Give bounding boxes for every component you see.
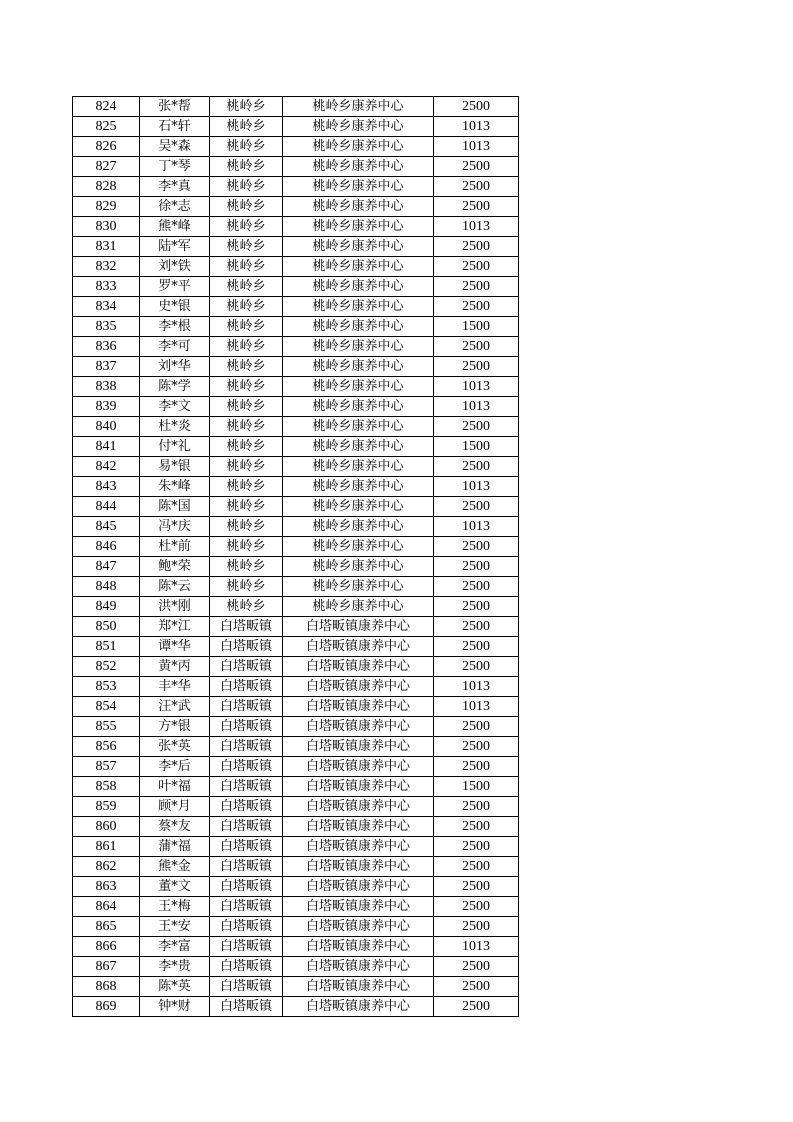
amount-cell: 2500 [434, 537, 519, 557]
table-row [73, 597, 519, 617]
name-cell: 李*可 [140, 337, 210, 357]
amount-cell: 2500 [434, 337, 519, 357]
row-number-cell: 831 [73, 237, 140, 257]
table-row [73, 617, 519, 637]
name-cell: 郑*江 [140, 617, 210, 637]
amount-cell: 2500 [434, 277, 519, 297]
town-cell: 桃岭乡 [210, 577, 283, 597]
table-row [73, 537, 519, 557]
care-center-cell: 桃岭乡康养中心 [283, 497, 434, 517]
name-cell: 董*文 [140, 877, 210, 897]
name-cell: 罗*平 [140, 277, 210, 297]
name-cell: 陈*云 [140, 577, 210, 597]
town-cell: 白塔畈镇 [210, 717, 283, 737]
row-number-cell: 869 [73, 997, 140, 1017]
amount-cell: 2500 [434, 837, 519, 857]
row-number-cell: 828 [73, 177, 140, 197]
care-center-cell: 桃岭乡康养中心 [283, 117, 434, 137]
amount-cell: 1013 [434, 697, 519, 717]
amount-cell: 2500 [434, 637, 519, 657]
amount-cell: 2500 [434, 957, 519, 977]
care-center-cell: 桃岭乡康养中心 [283, 157, 434, 177]
table-row [73, 137, 519, 157]
row-number-cell: 859 [73, 797, 140, 817]
row-number-cell: 847 [73, 557, 140, 577]
town-cell: 桃岭乡 [210, 437, 283, 457]
town-cell: 白塔畈镇 [210, 977, 283, 997]
care-center-cell: 白塔畈镇康养中心 [283, 777, 434, 797]
table-row [73, 697, 519, 717]
name-cell: 石*轩 [140, 117, 210, 137]
name-cell: 方*银 [140, 717, 210, 737]
table-row [73, 837, 519, 857]
table-row [73, 757, 519, 777]
town-cell: 白塔畈镇 [210, 617, 283, 637]
care-center-cell: 白塔畈镇康养中心 [283, 677, 434, 697]
care-center-cell: 桃岭乡康养中心 [283, 137, 434, 157]
town-cell: 桃岭乡 [210, 597, 283, 617]
town-cell: 白塔畈镇 [210, 817, 283, 837]
town-cell: 桃岭乡 [210, 457, 283, 477]
table-row [73, 377, 519, 397]
table-row [73, 277, 519, 297]
row-number-cell: 855 [73, 717, 140, 737]
row-number-cell: 840 [73, 417, 140, 437]
row-number-cell: 846 [73, 537, 140, 557]
care-center-cell: 桃岭乡康养中心 [283, 557, 434, 577]
town-cell: 桃岭乡 [210, 277, 283, 297]
table-row [73, 157, 519, 177]
amount-cell: 2500 [434, 757, 519, 777]
table-row [73, 97, 519, 117]
row-number-cell: 834 [73, 297, 140, 317]
name-cell: 李*文 [140, 397, 210, 417]
table-row [73, 497, 519, 517]
town-cell: 桃岭乡 [210, 157, 283, 177]
name-cell: 史*银 [140, 297, 210, 317]
table-row [73, 417, 519, 437]
name-cell: 鲍*荣 [140, 557, 210, 577]
row-number-cell: 842 [73, 457, 140, 477]
care-center-cell: 桃岭乡康养中心 [283, 177, 434, 197]
row-number-cell: 832 [73, 257, 140, 277]
table-row [73, 557, 519, 577]
table-row [73, 357, 519, 377]
row-number-cell: 861 [73, 837, 140, 857]
town-cell: 桃岭乡 [210, 537, 283, 557]
town-cell: 桃岭乡 [210, 117, 283, 137]
care-center-cell: 桃岭乡康养中心 [283, 417, 434, 437]
row-number-cell: 835 [73, 317, 140, 337]
amount-cell: 1013 [434, 477, 519, 497]
care-center-cell: 桃岭乡康养中心 [283, 237, 434, 257]
row-number-cell: 862 [73, 857, 140, 877]
name-cell: 易*银 [140, 457, 210, 477]
name-cell: 蒲*福 [140, 837, 210, 857]
amount-cell: 2500 [434, 237, 519, 257]
table-row [73, 297, 519, 317]
name-cell: 刘*铁 [140, 257, 210, 277]
care-center-cell: 桃岭乡康养中心 [283, 317, 434, 337]
care-center-cell: 桃岭乡康养中心 [283, 297, 434, 317]
town-cell: 桃岭乡 [210, 217, 283, 237]
amount-cell: 2500 [434, 857, 519, 877]
name-cell: 陈*国 [140, 497, 210, 517]
amount-cell: 1013 [434, 137, 519, 157]
table-row [73, 197, 519, 217]
care-center-cell: 桃岭乡康养中心 [283, 597, 434, 617]
care-center-cell: 桃岭乡康养中心 [283, 537, 434, 557]
name-cell: 汪*武 [140, 697, 210, 717]
name-cell: 钟*财 [140, 997, 210, 1017]
row-number-cell: 839 [73, 397, 140, 417]
table-row [73, 117, 519, 137]
row-number-cell: 852 [73, 657, 140, 677]
town-cell: 白塔畈镇 [210, 737, 283, 757]
care-center-cell: 白塔畈镇康养中心 [283, 997, 434, 1017]
town-cell: 白塔畈镇 [210, 797, 283, 817]
row-number-cell: 838 [73, 377, 140, 397]
table-row [73, 217, 519, 237]
amount-cell: 2500 [434, 497, 519, 517]
amount-cell: 2500 [434, 97, 519, 117]
care-center-cell: 桃岭乡康养中心 [283, 197, 434, 217]
amount-cell: 1013 [434, 677, 519, 697]
care-center-cell: 白塔畈镇康养中心 [283, 817, 434, 837]
name-cell: 陈*英 [140, 977, 210, 997]
row-number-cell: 857 [73, 757, 140, 777]
town-cell: 白塔畈镇 [210, 677, 283, 697]
row-number-cell: 833 [73, 277, 140, 297]
table-row [73, 677, 519, 697]
care-center-cell: 白塔畈镇康养中心 [283, 797, 434, 817]
amount-cell: 1500 [434, 777, 519, 797]
amount-cell: 2500 [434, 557, 519, 577]
name-cell: 王*梅 [140, 897, 210, 917]
table-row [73, 517, 519, 537]
town-cell: 白塔畈镇 [210, 837, 283, 857]
name-cell: 朱*峰 [140, 477, 210, 497]
name-cell: 陆*军 [140, 237, 210, 257]
amount-cell: 2500 [434, 797, 519, 817]
town-cell: 桃岭乡 [210, 257, 283, 277]
name-cell: 李*富 [140, 937, 210, 957]
table-row [73, 957, 519, 977]
row-number-cell: 868 [73, 977, 140, 997]
table-row [73, 177, 519, 197]
row-number-cell: 854 [73, 697, 140, 717]
care-center-cell: 白塔畈镇康养中心 [283, 657, 434, 677]
town-cell: 白塔畈镇 [210, 637, 283, 657]
table-row [73, 397, 519, 417]
town-cell: 桃岭乡 [210, 477, 283, 497]
table-row [73, 777, 519, 797]
row-number-cell: 860 [73, 817, 140, 837]
name-cell: 熊*峰 [140, 217, 210, 237]
row-number-cell: 849 [73, 597, 140, 617]
town-cell: 桃岭乡 [210, 397, 283, 417]
town-cell: 桃岭乡 [210, 137, 283, 157]
town-cell: 桃岭乡 [210, 517, 283, 537]
table-row [73, 237, 519, 257]
table-row [73, 257, 519, 277]
name-cell: 张*英 [140, 737, 210, 757]
name-cell: 蔡*友 [140, 817, 210, 837]
amount-cell: 2500 [434, 457, 519, 477]
amount-cell: 2500 [434, 917, 519, 937]
name-cell: 杜*前 [140, 537, 210, 557]
row-number-cell: 824 [73, 97, 140, 117]
name-cell: 熊*金 [140, 857, 210, 877]
care-center-cell: 白塔畈镇康养中心 [283, 857, 434, 877]
table-body [73, 97, 519, 1017]
care-center-cell: 白塔畈镇康养中心 [283, 897, 434, 917]
name-cell: 杜*炎 [140, 417, 210, 437]
name-cell: 刘*华 [140, 357, 210, 377]
row-number-cell: 853 [73, 677, 140, 697]
town-cell: 桃岭乡 [210, 357, 283, 377]
amount-cell: 2500 [434, 997, 519, 1017]
table-row [73, 477, 519, 497]
row-number-cell: 836 [73, 337, 140, 357]
data-table [72, 96, 519, 1017]
town-cell: 桃岭乡 [210, 417, 283, 437]
amount-cell: 2500 [434, 357, 519, 377]
town-cell: 桃岭乡 [210, 297, 283, 317]
care-center-cell: 桃岭乡康养中心 [283, 337, 434, 357]
amount-cell: 1013 [434, 217, 519, 237]
care-center-cell: 白塔畈镇康养中心 [283, 697, 434, 717]
row-number-cell: 845 [73, 517, 140, 537]
town-cell: 桃岭乡 [210, 237, 283, 257]
row-number-cell: 856 [73, 737, 140, 757]
care-center-cell: 白塔畈镇康养中心 [283, 637, 434, 657]
table-row [73, 817, 519, 837]
table-row [73, 577, 519, 597]
care-center-cell: 桃岭乡康养中心 [283, 257, 434, 277]
amount-cell: 2500 [434, 737, 519, 757]
town-cell: 桃岭乡 [210, 377, 283, 397]
care-center-cell: 桃岭乡康养中心 [283, 97, 434, 117]
row-number-cell: 864 [73, 897, 140, 917]
town-cell: 白塔畈镇 [210, 957, 283, 977]
name-cell: 叶*福 [140, 777, 210, 797]
town-cell: 桃岭乡 [210, 317, 283, 337]
name-cell: 付*礼 [140, 437, 210, 457]
amount-cell: 2500 [434, 897, 519, 917]
table-row [73, 857, 519, 877]
amount-cell: 1500 [434, 317, 519, 337]
town-cell: 桃岭乡 [210, 497, 283, 517]
amount-cell: 1013 [434, 397, 519, 417]
name-cell: 李*根 [140, 317, 210, 337]
name-cell: 李*后 [140, 757, 210, 777]
amount-cell: 1013 [434, 377, 519, 397]
row-number-cell: 850 [73, 617, 140, 637]
town-cell: 桃岭乡 [210, 177, 283, 197]
amount-cell: 1013 [434, 937, 519, 957]
care-center-cell: 桃岭乡康养中心 [283, 477, 434, 497]
amount-cell: 2500 [434, 817, 519, 837]
row-number-cell: 844 [73, 497, 140, 517]
row-number-cell: 826 [73, 137, 140, 157]
row-number-cell: 825 [73, 117, 140, 137]
amount-cell: 2500 [434, 717, 519, 737]
town-cell: 桃岭乡 [210, 337, 283, 357]
amount-cell: 2500 [434, 417, 519, 437]
care-center-cell: 白塔畈镇康养中心 [283, 737, 434, 757]
care-center-cell: 桃岭乡康养中心 [283, 277, 434, 297]
town-cell: 白塔畈镇 [210, 777, 283, 797]
care-center-cell: 白塔畈镇康养中心 [283, 937, 434, 957]
town-cell: 白塔畈镇 [210, 877, 283, 897]
name-cell: 张*帮 [140, 97, 210, 117]
care-center-cell: 白塔畈镇康养中心 [283, 877, 434, 897]
care-center-cell: 白塔畈镇康养中心 [283, 617, 434, 637]
town-cell: 白塔畈镇 [210, 937, 283, 957]
name-cell: 顾*月 [140, 797, 210, 817]
row-number-cell: 866 [73, 937, 140, 957]
table-row [73, 997, 519, 1017]
table-row [73, 657, 519, 677]
table-row [73, 897, 519, 917]
amount-cell: 2500 [434, 297, 519, 317]
care-center-cell: 桃岭乡康养中心 [283, 517, 434, 537]
row-number-cell: 843 [73, 477, 140, 497]
amount-cell: 1013 [434, 117, 519, 137]
care-center-cell: 桃岭乡康养中心 [283, 577, 434, 597]
name-cell: 吴*森 [140, 137, 210, 157]
table-row [73, 937, 519, 957]
amount-cell: 2500 [434, 197, 519, 217]
row-number-cell: 865 [73, 917, 140, 937]
town-cell: 白塔畈镇 [210, 857, 283, 877]
town-cell: 白塔畈镇 [210, 917, 283, 937]
care-center-cell: 白塔畈镇康养中心 [283, 977, 434, 997]
name-cell: 徐*志 [140, 197, 210, 217]
table-row [73, 977, 519, 997]
town-cell: 白塔畈镇 [210, 997, 283, 1017]
amount-cell: 1500 [434, 437, 519, 457]
row-number-cell: 867 [73, 957, 140, 977]
name-cell: 谭*华 [140, 637, 210, 657]
name-cell: 丰*华 [140, 677, 210, 697]
table-row [73, 337, 519, 357]
care-center-cell: 桃岭乡康养中心 [283, 357, 434, 377]
row-number-cell: 848 [73, 577, 140, 597]
table-row [73, 637, 519, 657]
table-row [73, 877, 519, 897]
name-cell: 王*安 [140, 917, 210, 937]
row-number-cell: 841 [73, 437, 140, 457]
row-number-cell: 851 [73, 637, 140, 657]
table-row [73, 737, 519, 757]
amount-cell: 2500 [434, 597, 519, 617]
care-center-cell: 桃岭乡康养中心 [283, 377, 434, 397]
table-row [73, 917, 519, 937]
care-center-cell: 白塔畈镇康养中心 [283, 717, 434, 737]
name-cell: 洪*刚 [140, 597, 210, 617]
care-center-cell: 白塔畈镇康养中心 [283, 957, 434, 977]
row-number-cell: 863 [73, 877, 140, 897]
town-cell: 白塔畈镇 [210, 757, 283, 777]
table-row [73, 457, 519, 477]
name-cell: 李*贵 [140, 957, 210, 977]
row-number-cell: 827 [73, 157, 140, 177]
town-cell: 桃岭乡 [210, 97, 283, 117]
care-center-cell: 桃岭乡康养中心 [283, 457, 434, 477]
table-row [73, 317, 519, 337]
name-cell: 李*真 [140, 177, 210, 197]
amount-cell: 2500 [434, 977, 519, 997]
care-center-cell: 白塔畈镇康养中心 [283, 917, 434, 937]
row-number-cell: 829 [73, 197, 140, 217]
care-center-cell: 白塔畈镇康养中心 [283, 837, 434, 857]
town-cell: 桃岭乡 [210, 197, 283, 217]
table-row [73, 797, 519, 817]
amount-cell: 1013 [434, 517, 519, 537]
amount-cell: 2500 [434, 657, 519, 677]
amount-cell: 2500 [434, 877, 519, 897]
town-cell: 桃岭乡 [210, 557, 283, 577]
town-cell: 白塔畈镇 [210, 697, 283, 717]
name-cell: 冯*庆 [140, 517, 210, 537]
amount-cell: 2500 [434, 577, 519, 597]
amount-cell: 2500 [434, 157, 519, 177]
name-cell: 陈*学 [140, 377, 210, 397]
amount-cell: 2500 [434, 617, 519, 637]
town-cell: 白塔畈镇 [210, 657, 283, 677]
name-cell: 黄*丙 [140, 657, 210, 677]
row-number-cell: 837 [73, 357, 140, 377]
amount-cell: 2500 [434, 257, 519, 277]
care-center-cell: 桃岭乡康养中心 [283, 397, 434, 417]
care-center-cell: 桃岭乡康养中心 [283, 217, 434, 237]
amount-cell: 2500 [434, 177, 519, 197]
table-row [73, 717, 519, 737]
table-row [73, 437, 519, 457]
row-number-cell: 830 [73, 217, 140, 237]
care-center-cell: 白塔畈镇康养中心 [283, 757, 434, 777]
name-cell: 丁*琴 [140, 157, 210, 177]
row-number-cell: 858 [73, 777, 140, 797]
care-center-cell: 桃岭乡康养中心 [283, 437, 434, 457]
town-cell: 白塔畈镇 [210, 897, 283, 917]
